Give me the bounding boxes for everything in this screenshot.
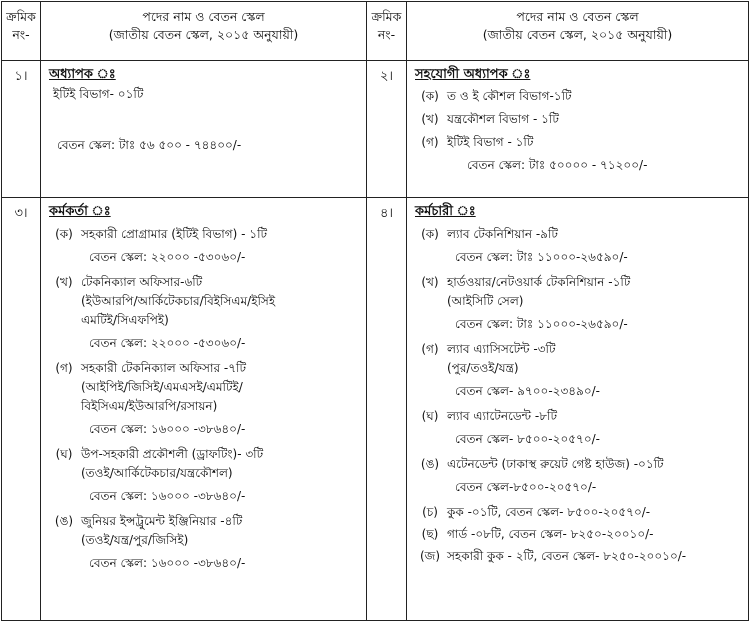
item-body xyxy=(447,547,686,566)
item-text: (আইপিই/জিসিই/এমএসই/এমটিই/ xyxy=(81,380,243,394)
title-label: পদের নাম ও বেতন স্কেল xyxy=(516,9,639,24)
list-item xyxy=(413,455,748,500)
item-text: বিইসিএম/ইউআরপি/রসায়ন) xyxy=(81,399,218,413)
item-marker: (ঘ) xyxy=(421,409,439,423)
serial-no-label: নং- xyxy=(377,27,396,42)
item-text: এমটিই/সিএফপিই) xyxy=(81,313,169,327)
pay-scale: বেতন স্কেল: ২২০০০ -৫৩০৬০/- xyxy=(89,336,246,350)
item-text: যন্ত্রকৌশল বিভাগ - ১টি xyxy=(447,112,559,126)
item-body xyxy=(81,225,267,270)
item-marker: (ঙ) xyxy=(420,457,440,471)
section-officers xyxy=(41,198,367,621)
item-body xyxy=(447,225,628,270)
pay-scale: বেতন স্কেল: টাঃ ১১০০০-২৬৫৯০/- xyxy=(455,317,628,331)
item-body xyxy=(447,273,630,337)
item-marker: (ক) xyxy=(421,89,439,103)
header-row xyxy=(2,2,749,61)
title-sub-label: (জাতীয় বেতন স্কেল, ২০১৫ অনুযায়ী) xyxy=(108,27,299,42)
item-text: হার্ডওয়ার/নেটওয়ার্ক টেকনিশিয়ান -১টি xyxy=(447,275,631,289)
pay-scale: বেতন স্কেল- ৮৫০০-২০৫৭০/- xyxy=(455,432,601,446)
list-item xyxy=(47,445,366,509)
section-heading: কর্মকর্তা ঃ xyxy=(49,204,111,219)
item-text: টেকনিক্যাল অফিসার-৬টি xyxy=(81,275,203,289)
list-item xyxy=(47,512,366,576)
pay-scale: বেতন স্কেল: টাঃ ১১০০০-২৬৫৯০/- xyxy=(455,250,628,264)
list-item xyxy=(413,133,748,156)
serial-no-label: নং- xyxy=(12,27,30,42)
item-marker: (ক) xyxy=(421,227,439,241)
item-text: ত ও ই কৌশল বিভাগ-১টি xyxy=(447,89,572,103)
item-marker: (চ) xyxy=(422,505,438,519)
item-marker: (গ) xyxy=(55,361,73,375)
item-body xyxy=(81,445,263,509)
item-text: ল্যাব টেকনিশিয়ান -৯টি xyxy=(447,227,558,241)
item-marker: (খ) xyxy=(55,275,73,289)
item-list xyxy=(413,87,748,156)
serial-number: ২। xyxy=(367,61,407,198)
section-associate-professor xyxy=(407,61,749,198)
item-text: (ইউআরপি/আর্কিটেকচার/বিইসিএম/ইসিই xyxy=(81,294,276,308)
item-text: সহকারী টেকনিক্যাল অফিসার -৭টি xyxy=(81,361,246,375)
section-heading: কর্মচারী ঃ xyxy=(415,204,476,219)
row-professors xyxy=(2,61,749,198)
item-text: (আইসিটি সেল) xyxy=(447,294,524,308)
item-text: উপ-সহকারী প্রকৌশলী (ড্রাফটিং)- ৩টি xyxy=(81,447,264,461)
item-text: (পুর/তওই/যন্ত্র) xyxy=(447,361,519,375)
item-text: ল্যাব এ্যাটেনডেন্ট -৮টি xyxy=(447,409,558,423)
list-item xyxy=(413,525,748,544)
pay-scale: বেতন স্কেল- ৯৭০০-২৩৪৯০/- xyxy=(455,384,601,398)
section-heading: সহযোগী অধ্যাপক ঃ xyxy=(415,67,531,82)
item-body xyxy=(447,455,664,500)
pay-scale: বেতন স্কেল: টাঃ ৫০০০০ - ৭১২০০/- xyxy=(467,158,648,172)
item-body xyxy=(447,503,650,522)
list-item xyxy=(413,340,748,404)
item-text: ল্যাব এ্যাসিসটেন্ট -৩টি xyxy=(447,342,556,356)
item-text: ইটিই বিভাগ - ১টি xyxy=(447,135,534,149)
item-marker: (ঙ) xyxy=(54,514,74,528)
item-text: গার্ড -০৮টি, বেতন স্কেল- ৮২৫০-২০০১০/- xyxy=(447,527,654,541)
title-header-right xyxy=(407,2,749,61)
section-heading: অধ্যাপক ঃ xyxy=(49,67,116,82)
item-marker: (ঘ) xyxy=(55,447,73,461)
pay-scale: বেতন স্কেল: টাঃ ৫৬ ৫০০ - ৭৪৪০০/- xyxy=(57,138,242,152)
item-body xyxy=(81,273,275,356)
serial-number: ৪। xyxy=(367,198,407,621)
item-text: সহকারী কুক - ২টি, বেতন স্কেল- ৮২৫০-২০০১০/- xyxy=(447,549,687,563)
row-officers-staff xyxy=(2,198,749,621)
item-text: এটেনডেন্ট (ঢাকাস্থ রুয়েট গেষ্ট হাউজ) -০১টি xyxy=(447,457,664,471)
section-professor xyxy=(41,61,367,198)
item-body xyxy=(447,525,654,544)
item-marker: (গ) xyxy=(421,135,439,149)
title-header-left xyxy=(41,2,367,61)
pay-scale: বেতন স্কেল: ১৬০০০ -৩৮৬৪০/- xyxy=(89,556,246,570)
pay-scale: বেতন স্কেল-৮৫০০-২০৫৭০/- xyxy=(455,480,597,494)
item-marker: (ক) xyxy=(55,227,73,241)
section-staff xyxy=(407,198,749,621)
list-item xyxy=(413,87,748,110)
title-sub-label: (জাতীয় বেতন স্কেল, ২০১৫ অনুযায়ী) xyxy=(482,27,673,42)
list-item xyxy=(47,359,366,442)
item-body xyxy=(447,340,600,404)
list-item xyxy=(413,547,748,566)
item-text: (তওই/যন্ত্র/পুর/জিসিই) xyxy=(81,533,189,547)
item-text: সহকারী প্রোগ্রামার (ইটিই বিভাগ) - ১টি xyxy=(81,227,268,241)
serial-number: ৩। xyxy=(2,198,41,621)
item-text: কুক -০১টি, বেতন স্কেল- ৮৫০০-২০৫৭০/- xyxy=(447,505,651,519)
pay-scale: বেতন স্কেল: ১৬০০০ -৩৮৬৪০/- xyxy=(89,489,246,503)
posts-table xyxy=(1,1,749,621)
serial-label: ক্রমিক xyxy=(6,9,36,24)
item-marker: (ছ) xyxy=(421,527,439,541)
item-text: জুনিয়র ইন্সট্রুমেন্ট ইঞ্জিনিয়ার -৪টি xyxy=(81,514,243,528)
item-body xyxy=(447,407,600,452)
item-list xyxy=(413,225,748,566)
item-marker: (গ) xyxy=(421,342,439,356)
item-marker: (খ) xyxy=(421,112,439,126)
item-body xyxy=(81,512,245,576)
list-item xyxy=(47,273,366,356)
list-item xyxy=(47,225,366,270)
list-item xyxy=(413,273,748,337)
title-label: পদের নাম ও বেতন স্কেল xyxy=(142,9,265,24)
serial-header-left xyxy=(2,2,41,61)
item-marker: (খ) xyxy=(421,275,439,289)
serial-header-right xyxy=(367,2,407,61)
list-item xyxy=(413,110,748,133)
item-marker: (জ) xyxy=(419,549,441,563)
list-item xyxy=(413,225,748,270)
item-text: (তওই/আর্কিটেকচার/যন্ত্রকৌশল) xyxy=(81,466,233,480)
item-list xyxy=(47,225,366,576)
pay-scale: বেতন স্কেল: ২২০০০ -৫৩০৬০/- xyxy=(89,250,246,264)
serial-label: ক্রমিক xyxy=(371,9,402,24)
pay-scale: বেতন স্কেল: ১৬০০০ -৩৮৬৪০/- xyxy=(89,422,246,436)
list-item xyxy=(413,503,748,522)
item-body xyxy=(81,359,246,442)
serial-number: ১। xyxy=(2,61,41,198)
post-line: ইটিই বিভাগ- ০১টি xyxy=(53,87,144,101)
list-item xyxy=(413,407,748,452)
